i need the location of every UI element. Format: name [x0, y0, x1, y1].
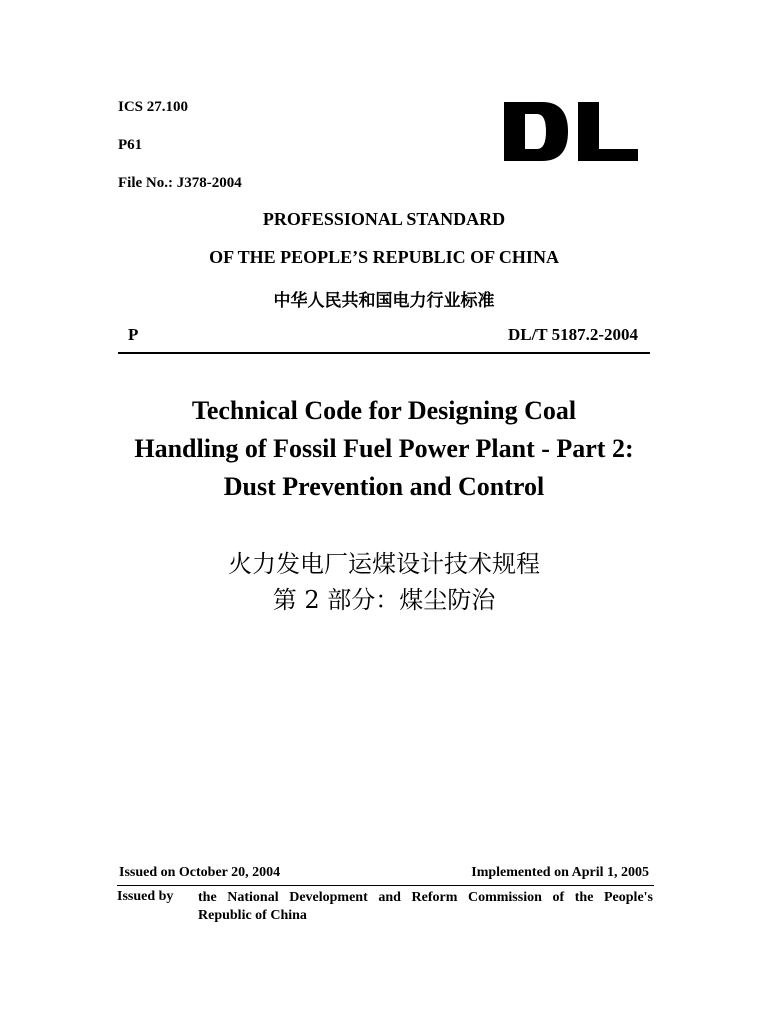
divider-top [118, 352, 650, 354]
issued-date: Issued on October 20, 2004 [119, 865, 281, 880]
issued-by-authority: the National Development and Reform Commission of the People's Republic of China [198, 890, 653, 923]
dl-logo [502, 100, 640, 163]
implemented-date: Implemented on April 1, 2005 [471, 865, 649, 880]
file-number: File No.: J378-2004 [118, 175, 242, 191]
heading-chinese: 中华人民共和国电力行业标准 [273, 291, 495, 311]
title-english-line: Dust Prevention and Control [223, 472, 545, 501]
ics-number: ICS 27.100 [118, 99, 189, 115]
heading-professional-standard: PROFESSIONAL STANDARD [262, 209, 506, 229]
issued-by-label: Issued by [117, 889, 174, 904]
classification-row [128, 325, 638, 347]
dates-row [119, 865, 649, 883]
category-code: P61 [118, 137, 143, 153]
title-chinese [0, 546, 768, 618]
title-english-line: Technical Code for Designing Coal [191, 396, 577, 425]
title-chinese-line: 火力发电厂运煤设计技术规程 [228, 550, 540, 578]
divider-bottom [117, 885, 654, 886]
title-english [0, 392, 768, 506]
classification-letter: P [128, 325, 139, 344]
heading-prc: OF THE PEOPLE’S REPUBLIC OF CHINA [209, 247, 559, 267]
title-chinese-line: 第 2 部分：煤尘防治 [272, 586, 496, 614]
standard-number: DL/T 5187.2-2004 [507, 325, 638, 344]
title-english-line: Handling of Fossil Fuel Power Plant - Part 2: [134, 434, 634, 463]
